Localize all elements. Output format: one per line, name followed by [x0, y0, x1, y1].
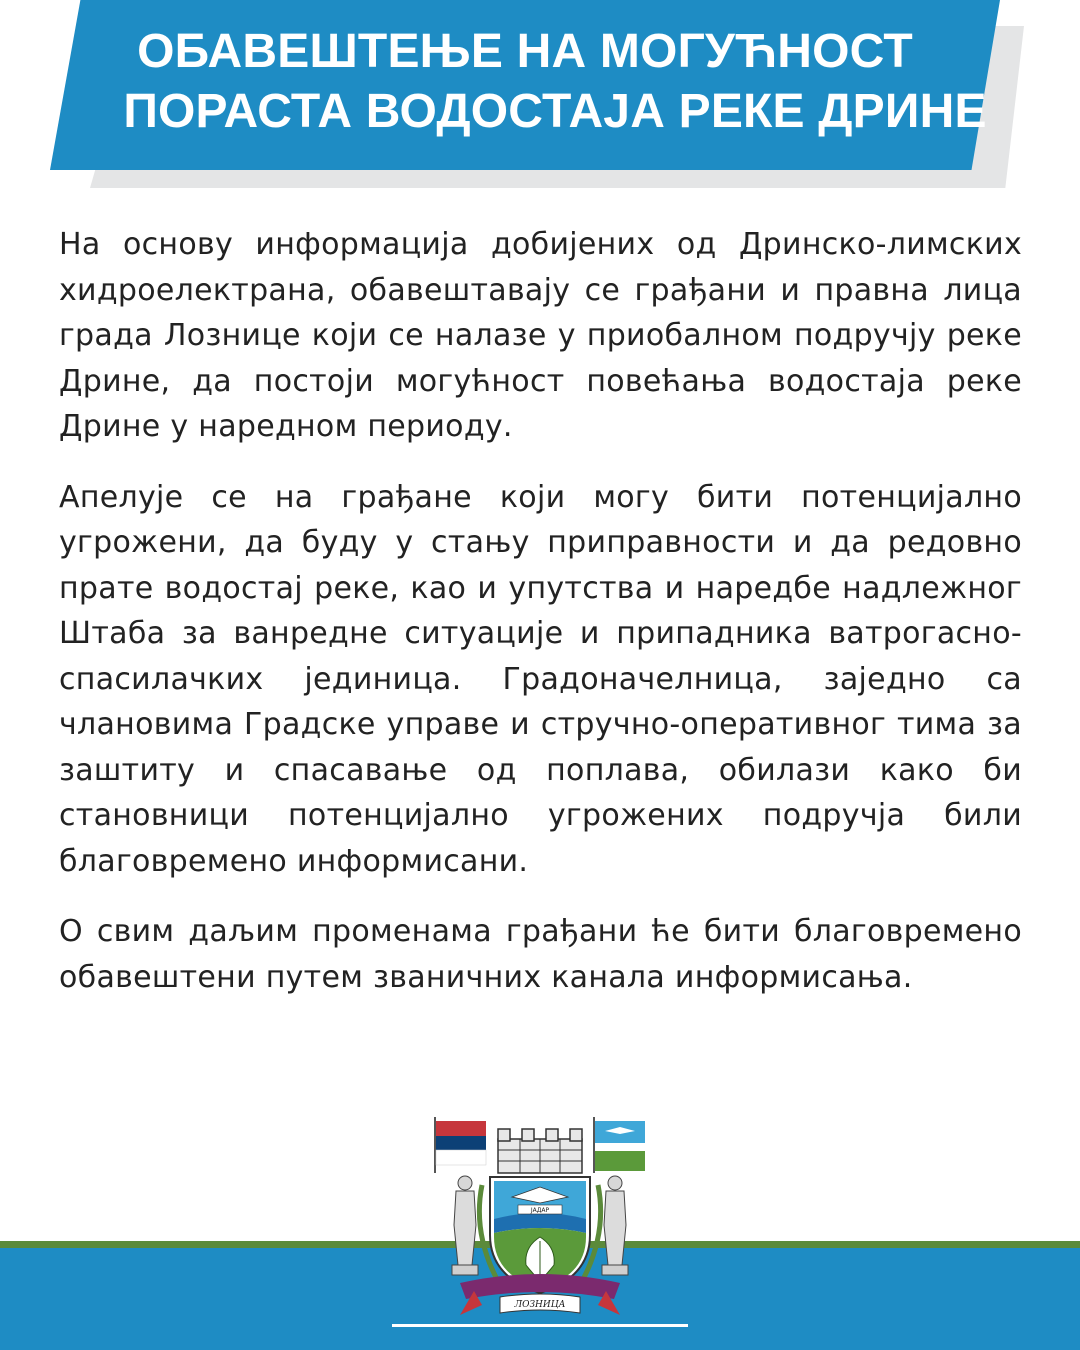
shield-inscription: ЈАДАР	[530, 1207, 550, 1214]
footer-divider	[392, 1324, 688, 1327]
paragraph-1: На основу информација добијених од Дринско-лимских хидроелектрана, обавештавају се грађани и правна лица града Лознице који се налазе у приобалном подручју реке Дрине, да постоји могућност повећања водостаја реке Дрине у наредном периоду.	[59, 227, 1022, 444]
coat-of-arms-label: ЛОЗНИЦА	[514, 1300, 566, 1310]
paragraph-3: О свим даљим променама грађани ће бити благовремено обавештени путем званичних канала информисања.	[59, 914, 1022, 995]
coat-of-arms-icon	[430, 1115, 650, 1320]
page-title	[50, 22, 1000, 142]
paragraph-2: Апелује се на грађане који могу бити потенцијално угрожени, да буду у стању приправности и да редовно прате водостај реке, као и упутства и наредбе надлежног Штаба за ванредне ситуације и припадника ватрогасно-спасилачких јединица. Градоначелница, заједно са члановима Градске управе и стручно-оперативног тима за заштиту и спасавање од поплава, обилази како би становници потенцијално угрожених подручја били благовремено информисани.	[59, 479, 1022, 879]
notice-body	[59, 222, 1022, 1025]
title-line-2: ПОРАСТА ВОДОСТАЈА РЕКЕ ДРИНЕ	[123, 85, 987, 138]
title-line-1: ОБАВЕШТЕЊЕ НА МОГУЋНОСТ	[137, 25, 913, 78]
